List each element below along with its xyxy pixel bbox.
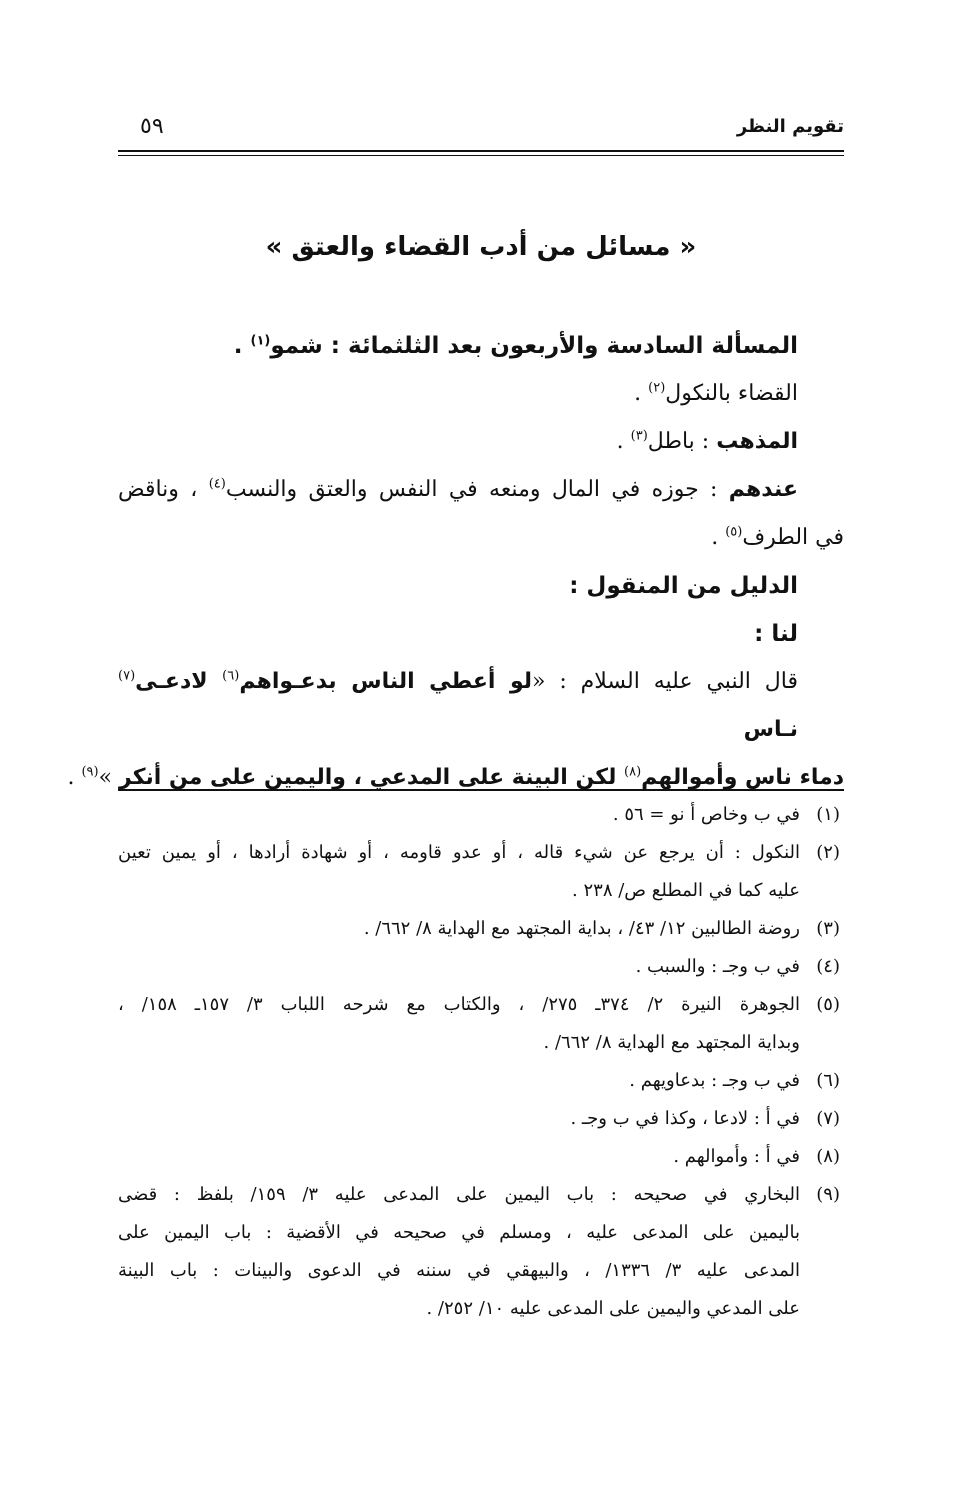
hadith-line2-end: . xyxy=(67,765,82,790)
madhhab-label: المذهب xyxy=(716,429,798,454)
footnote-item xyxy=(118,834,844,910)
topic-end: . xyxy=(634,381,649,406)
hadith-intro: قال النبي عليه السلام : « xyxy=(532,669,798,694)
hadith-text-2: لادعـى xyxy=(135,669,223,694)
footnote-ref: (٨) xyxy=(624,764,642,780)
indahum-line2-end: . xyxy=(711,525,726,550)
chapter-title: « مسائل من أدب القضاء والعتق » xyxy=(265,232,697,262)
evidence-heading: الدليل من المنقول : xyxy=(569,573,798,599)
running-title: تقويم النظر xyxy=(736,116,844,137)
footnote-line: في ب وجـ : والسبب . xyxy=(635,956,800,977)
footnote-ref: (١) xyxy=(250,333,271,349)
footnote-separator xyxy=(118,789,844,791)
indahum-line-2 xyxy=(118,514,844,562)
footnote-line: في ب وخاص أ نو = ٥٦ . xyxy=(612,804,800,825)
footnote-line: الجوهرة النيرة ٢/ ٣٧٤ـ ٢٧٥/ ، والكتاب مع شرحه اللباب ٣/ ١٥٧ـ ١٥٨/ ، xyxy=(118,994,800,1015)
footnote-line: وبداية المجتهد مع الهداية ٨/ ٦٦٢/ . xyxy=(543,1032,800,1053)
footnote-number: (١) xyxy=(816,804,840,825)
footnote-line: في ب وجـ : بدعاويهم . xyxy=(629,1070,800,1091)
hadith-text-1: لو أعطي الناس بدعـواهم xyxy=(239,669,533,694)
footnote-line: المدعى عليه ٣/ ١٣٣٦/ ، والبيهقي في سننه في الدعوى والبينات : باب البينة xyxy=(118,1260,801,1281)
footnote-line: في أ : وأموالهم . xyxy=(673,1146,800,1167)
footnote-number: (٩) xyxy=(816,1184,840,1205)
footnote-line: عليه كما في المطلع ص/ ٢٣٨ . xyxy=(572,880,800,901)
issue-heading-end: . xyxy=(233,333,251,359)
main-text xyxy=(67,322,844,802)
footnote-item xyxy=(118,1062,844,1100)
footnote-line: النكول : أن يرجع عن شيء قاله ، أو عدو قاومه ، أو شهادة أرادها ، أو يمين تعين xyxy=(118,842,800,863)
madhhab-text: : باطل xyxy=(647,429,717,454)
footnote-ref: (٢) xyxy=(648,380,666,396)
footnote-item xyxy=(118,1138,844,1176)
header-rule xyxy=(118,150,844,152)
madhhab-end: . xyxy=(616,429,631,454)
hadith-line-1 xyxy=(118,658,844,754)
footnote-number: (٨) xyxy=(816,1146,840,1167)
footnote-item xyxy=(118,948,844,986)
hadith-close-quote: » xyxy=(98,765,120,790)
footnote-item xyxy=(118,986,844,1062)
madhhab-line xyxy=(118,418,844,466)
footnote-line: باليمين على المدعى عليه ، ومسلم في صحيحه في الأقضية : باب اليمين على xyxy=(118,1222,800,1243)
footnote-number: (٢) xyxy=(816,842,840,863)
topic-text: القضاء بالنكول xyxy=(665,381,798,406)
footnote-ref: (٧) xyxy=(118,668,136,684)
lana-heading: لنا : xyxy=(754,621,798,647)
footnotes xyxy=(118,796,844,1328)
footnote-line: على المدعي واليمين على المدعى عليه ١٠/ ٢٥٢/ . xyxy=(426,1298,800,1319)
topic-line xyxy=(118,370,844,418)
footnote-line: روضة الطالبين ١٢/ ٤٣/ ، بداية المجتهد مع الهداية ٨/ ٦٦٢/ . xyxy=(363,918,800,939)
hadith-line2-text-2: لكن البينة على المدعي ، واليمين على من أنكر xyxy=(119,765,625,790)
issue-heading xyxy=(118,322,844,370)
footnote-item xyxy=(118,910,844,948)
footnote-line: البخاري في صحيحه : باب اليمين على المدعى عليه ٣/ ١٥٩/ بلفظ : قضى xyxy=(118,1184,800,1205)
footnote-ref: (٤) xyxy=(208,476,226,492)
footnote-number: (٤) xyxy=(816,956,840,977)
footnote-ref: (٩) xyxy=(81,764,99,780)
footnote-line: في أ : لادعا ، وكذا في ب وجـ . xyxy=(570,1108,800,1129)
footnote-item xyxy=(118,1176,844,1328)
footnote-item xyxy=(118,796,844,834)
footnote-number: (٥) xyxy=(816,994,840,1015)
footnote-ref: (٥) xyxy=(725,524,743,540)
page-header xyxy=(118,112,844,148)
indahum-text-2: ، وناقض xyxy=(118,477,198,502)
page-number: ٥٩ xyxy=(140,114,164,139)
hadith-text-3: نـاس xyxy=(743,717,798,742)
footnote-number: (٦) xyxy=(816,1070,840,1091)
footnote-ref: (٣) xyxy=(630,428,648,444)
footnote-number: (٣) xyxy=(816,918,840,939)
hadith-line-2 xyxy=(67,754,844,802)
footnote-ref: (٦) xyxy=(222,668,240,684)
footnote-item xyxy=(118,1100,844,1138)
hadith-line2-text-1: دماء ناس وأموالهم xyxy=(641,765,844,790)
indahum-line2-text: في الطرف xyxy=(742,525,844,550)
header-rule-thin xyxy=(118,155,844,156)
issue-heading-text: المسألة السادسة والأربعون بعد الثلثمائة : شمو xyxy=(270,333,798,359)
footnote-number: (٧) xyxy=(816,1108,840,1129)
indahum-line-1 xyxy=(118,466,844,514)
indahum-text: : جوزه في المال ومنعه في النفس والعتق والنسب xyxy=(225,477,729,502)
indahum-label: عندهم xyxy=(728,477,798,502)
